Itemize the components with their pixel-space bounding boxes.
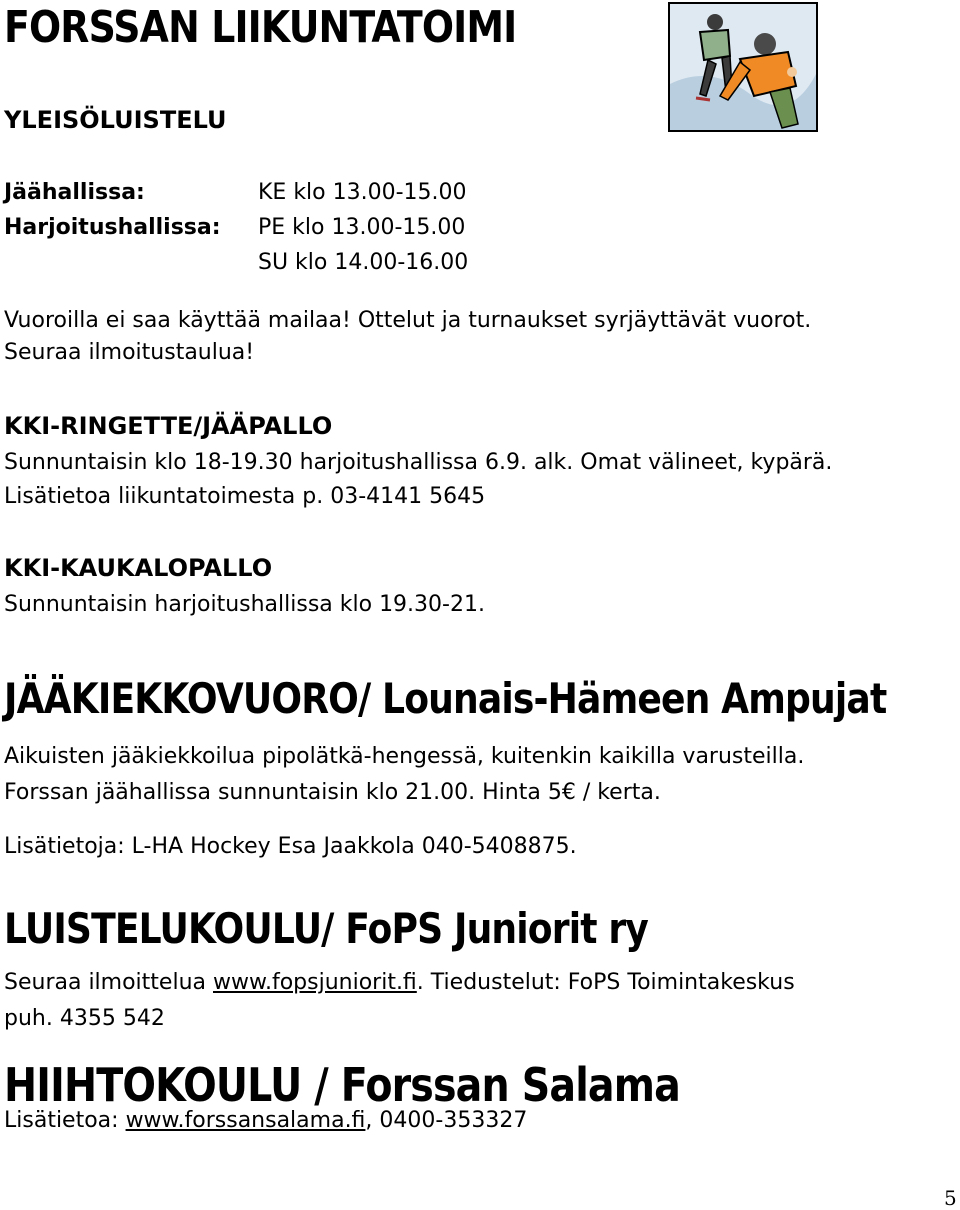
luistelukoulu-text-prefix: Seuraa ilmoittelua bbox=[4, 970, 213, 995]
luistelukoulu-text-suffix: . Tiedustelut: FoPS Toimintakeskus bbox=[416, 970, 795, 995]
jaakiekko-contact: Lisätietoja: L-HA Hockey Esa Jaakkola 040-5408875. bbox=[4, 834, 577, 859]
section-heading-luistelukoulu: LUISTELUKOULU/ FoPS Juniorit ry bbox=[4, 904, 649, 953]
page-title: FORSSAN LIIKUNTATOIMI bbox=[4, 2, 517, 53]
section-heading-hiihtokoulu: HIIHTOKOULU / Forssan Salama bbox=[4, 1058, 680, 1112]
jaakiekko-text: Aikuisten jääkiekkoilua pipolätkä-hengessä, kuitenkin kaikilla varusteilla. bbox=[4, 744, 805, 769]
section-heading-kaukalopallo: KKI-KAUKALOPALLO bbox=[4, 554, 273, 582]
luistelukoulu-phone: puh. 4355 542 bbox=[4, 1006, 165, 1031]
ringette-text: Sunnuntaisin klo 18-19.30 harjoitushallissa 6.9. alk. Omat välineet, kypärä. bbox=[4, 450, 833, 475]
jaakiekko-text: Forssan jäähallissa sunnuntaisin klo 21.00. Hinta 5€ / kerta. bbox=[4, 780, 661, 805]
section-heading-ringette: KKI-RINGETTE/JÄÄPALLO bbox=[4, 412, 333, 440]
yleisoluistelu-note: Vuoroilla ei saa käyttää mailaa! Ottelut ja turnaukset syrjäyttävät vuorot. bbox=[4, 308, 812, 333]
section-heading-jaakiekko: JÄÄKIEKKOVUORO/ Lounais-Hämeen Ampujat bbox=[4, 674, 887, 723]
section-heading-yleisoluistelu: YLEISÖLUISTELU bbox=[4, 106, 227, 134]
schedule-time: PE klo 13.00-15.00 bbox=[258, 215, 466, 240]
hiihtokoulu-text bbox=[4, 1108, 527, 1133]
hiihtokoulu-text-suffix: , 0400-353327 bbox=[365, 1108, 528, 1133]
ringette-contact: Lisätietoa liikuntatoimesta p. 03-4141 5645 bbox=[4, 484, 486, 509]
schedule-time: KE klo 13.00-15.00 bbox=[258, 180, 467, 205]
yleisoluistelu-note: Seuraa ilmoitustaulua! bbox=[4, 340, 255, 365]
skaters-clipart-icon bbox=[668, 2, 818, 132]
luistelukoulu-text bbox=[4, 970, 795, 995]
forssansalama-link[interactable]: www.forssansalama.fi bbox=[125, 1108, 366, 1133]
schedule-place: Harjoitushallissa: bbox=[4, 215, 221, 240]
hiihtokoulu-text-prefix: Lisätietoa: bbox=[4, 1108, 126, 1133]
kaukalopallo-text: Sunnuntaisin harjoitushallissa klo 19.30-21. bbox=[4, 592, 485, 617]
schedule-time: SU klo 14.00-16.00 bbox=[258, 250, 469, 275]
fopsjuniorit-link[interactable]: www.fopsjuniorit.fi bbox=[213, 970, 417, 995]
schedule-place: Jäähallissa: bbox=[4, 180, 145, 205]
page-number: 5 bbox=[944, 1186, 957, 1210]
